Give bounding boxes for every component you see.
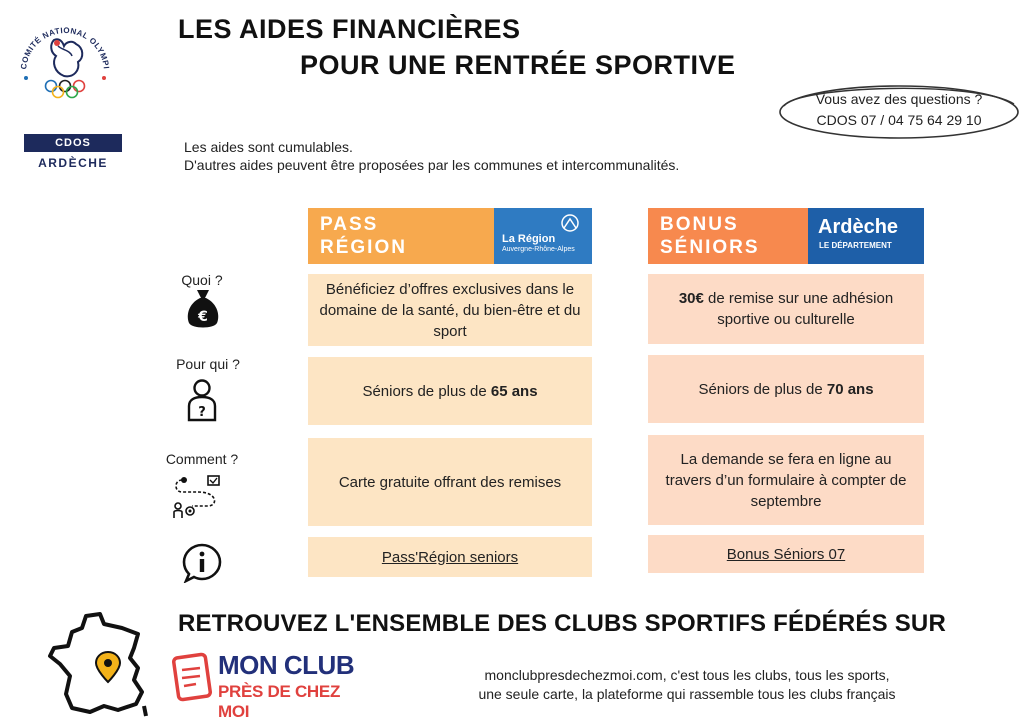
cdos-logo (10, 10, 120, 170)
pass-region-comment: Carte gratuite offrant des remises (308, 438, 592, 526)
bonus-seniors-link-cell (648, 535, 924, 573)
svg-text:COMITÉ NATIONAL OLYMPIQUE ET S: COMITÉ NATIONAL OLYMPI (19, 25, 111, 70)
bonus-seniors-quoi-rest: de remise sur une adhésion sportive ou culturelle (703, 290, 898, 328)
map-pin-icon (96, 652, 120, 682)
bonus-amount: 30€ (678, 290, 704, 307)
pass-region-pour-qui (308, 357, 592, 425)
bonus-seniors-comment: La demande se fera en ligne au travers d’un formulaire à compter de septembre (648, 435, 924, 525)
region-logo-sub: Auvergne-Rhône-Alpes (502, 246, 575, 253)
bonus-seniors-quoi (648, 274, 924, 344)
intro-text (184, 138, 679, 174)
page-title-line1: LES AIDES FINANCIÈRES (178, 14, 521, 44)
pass-region-link[interactable]: Pass'Région seniors (381, 548, 519, 566)
cdos-department: ARDÈCHE (38, 156, 108, 170)
france-map-icon (46, 612, 150, 718)
bonus-seniors-header (648, 208, 924, 264)
bonus-seniors-title-line1: BONUS (660, 214, 739, 235)
person-question-icon (186, 378, 218, 422)
row-label-pour-qui: Pour qui ? (176, 356, 240, 372)
bonus-seniors-title-line2: SÉNIORS (660, 237, 760, 258)
mon-club-description (422, 666, 952, 704)
row-label-quoi: Quoi ? (181, 272, 223, 288)
mon-club-description-line2: une seule carte, la plateforme qui rassemble tous les clubs français (478, 686, 896, 702)
intro-line2: D'autres aides peuvent être proposées par les communes et intercommunalités. (184, 157, 680, 173)
contact-phone: CDOS 07 / 04 75 64 29 10 (816, 112, 982, 128)
region-logo (494, 208, 592, 264)
bonus-seniors-link[interactable]: Bonus Séniors 07 (726, 545, 846, 563)
pass-region-title-line1: PASS (320, 214, 379, 235)
ardeche-logo-sub: LE DÉPARTEMENT (819, 241, 892, 250)
bonus-seniors-pour-qui (648, 355, 924, 423)
pass-region-pour-qui-text: Séniors de plus de (362, 382, 491, 400)
ardeche-logo-name: Ardèche (818, 216, 899, 238)
pass-region-quoi: Bénéficiez d’offres exclusives dans le domaine de la santé, du bien-être et du sport (308, 274, 592, 346)
intro-line1: Les aides sont cumulables. (184, 139, 353, 155)
svg-text:?: ? (198, 405, 206, 420)
pass-region-title-line2: RÉGION (320, 237, 407, 258)
mon-club-description-line1: monclubpresdechezmoi.com, c'est tous les clubs, tous les sports, (484, 667, 890, 683)
region-logo-name: La Région (502, 233, 556, 245)
page-title-line2: POUR UNE RENTRÉE SPORTIVE (300, 50, 736, 80)
bonus-seniors-pour-qui-text: Séniors de plus de (698, 380, 827, 398)
bonus-seniors-title (660, 213, 760, 259)
cdos-badge: CDOS (24, 134, 122, 152)
pass-region-title (320, 213, 407, 259)
process-icon (170, 474, 226, 520)
pass-region-header (308, 208, 592, 264)
contact-callout (776, 82, 1022, 142)
mountain-icon (559, 214, 581, 232)
contact-question: Vous avez des questions ? (815, 91, 983, 107)
club-card-icon (172, 652, 212, 704)
svg-text:€: € (198, 309, 208, 325)
row-label-comment: Comment ? (165, 451, 239, 467)
info-icon (182, 543, 222, 583)
money-bag-icon (184, 288, 222, 330)
cnosf-emblem (10, 10, 120, 135)
bonus-seniors-quoi-text (658, 288, 914, 330)
mon-club-brand-line2: PRÈS DE CHEZ MOI (218, 682, 341, 721)
mon-club-logo[interactable] (172, 648, 368, 721)
ardeche-logo (808, 208, 924, 264)
mon-club-brand-line1: MON CLUB (218, 650, 355, 680)
pass-region-link-cell (308, 537, 592, 577)
clubs-heading: RETROUVEZ L'ENSEMBLE DES CLUBS SPORTIFS FÉDÉRÉS SUR (178, 610, 946, 637)
bonus-seniors-age: 70 ans (826, 380, 874, 398)
pass-region-age: 65 ans (490, 382, 538, 400)
